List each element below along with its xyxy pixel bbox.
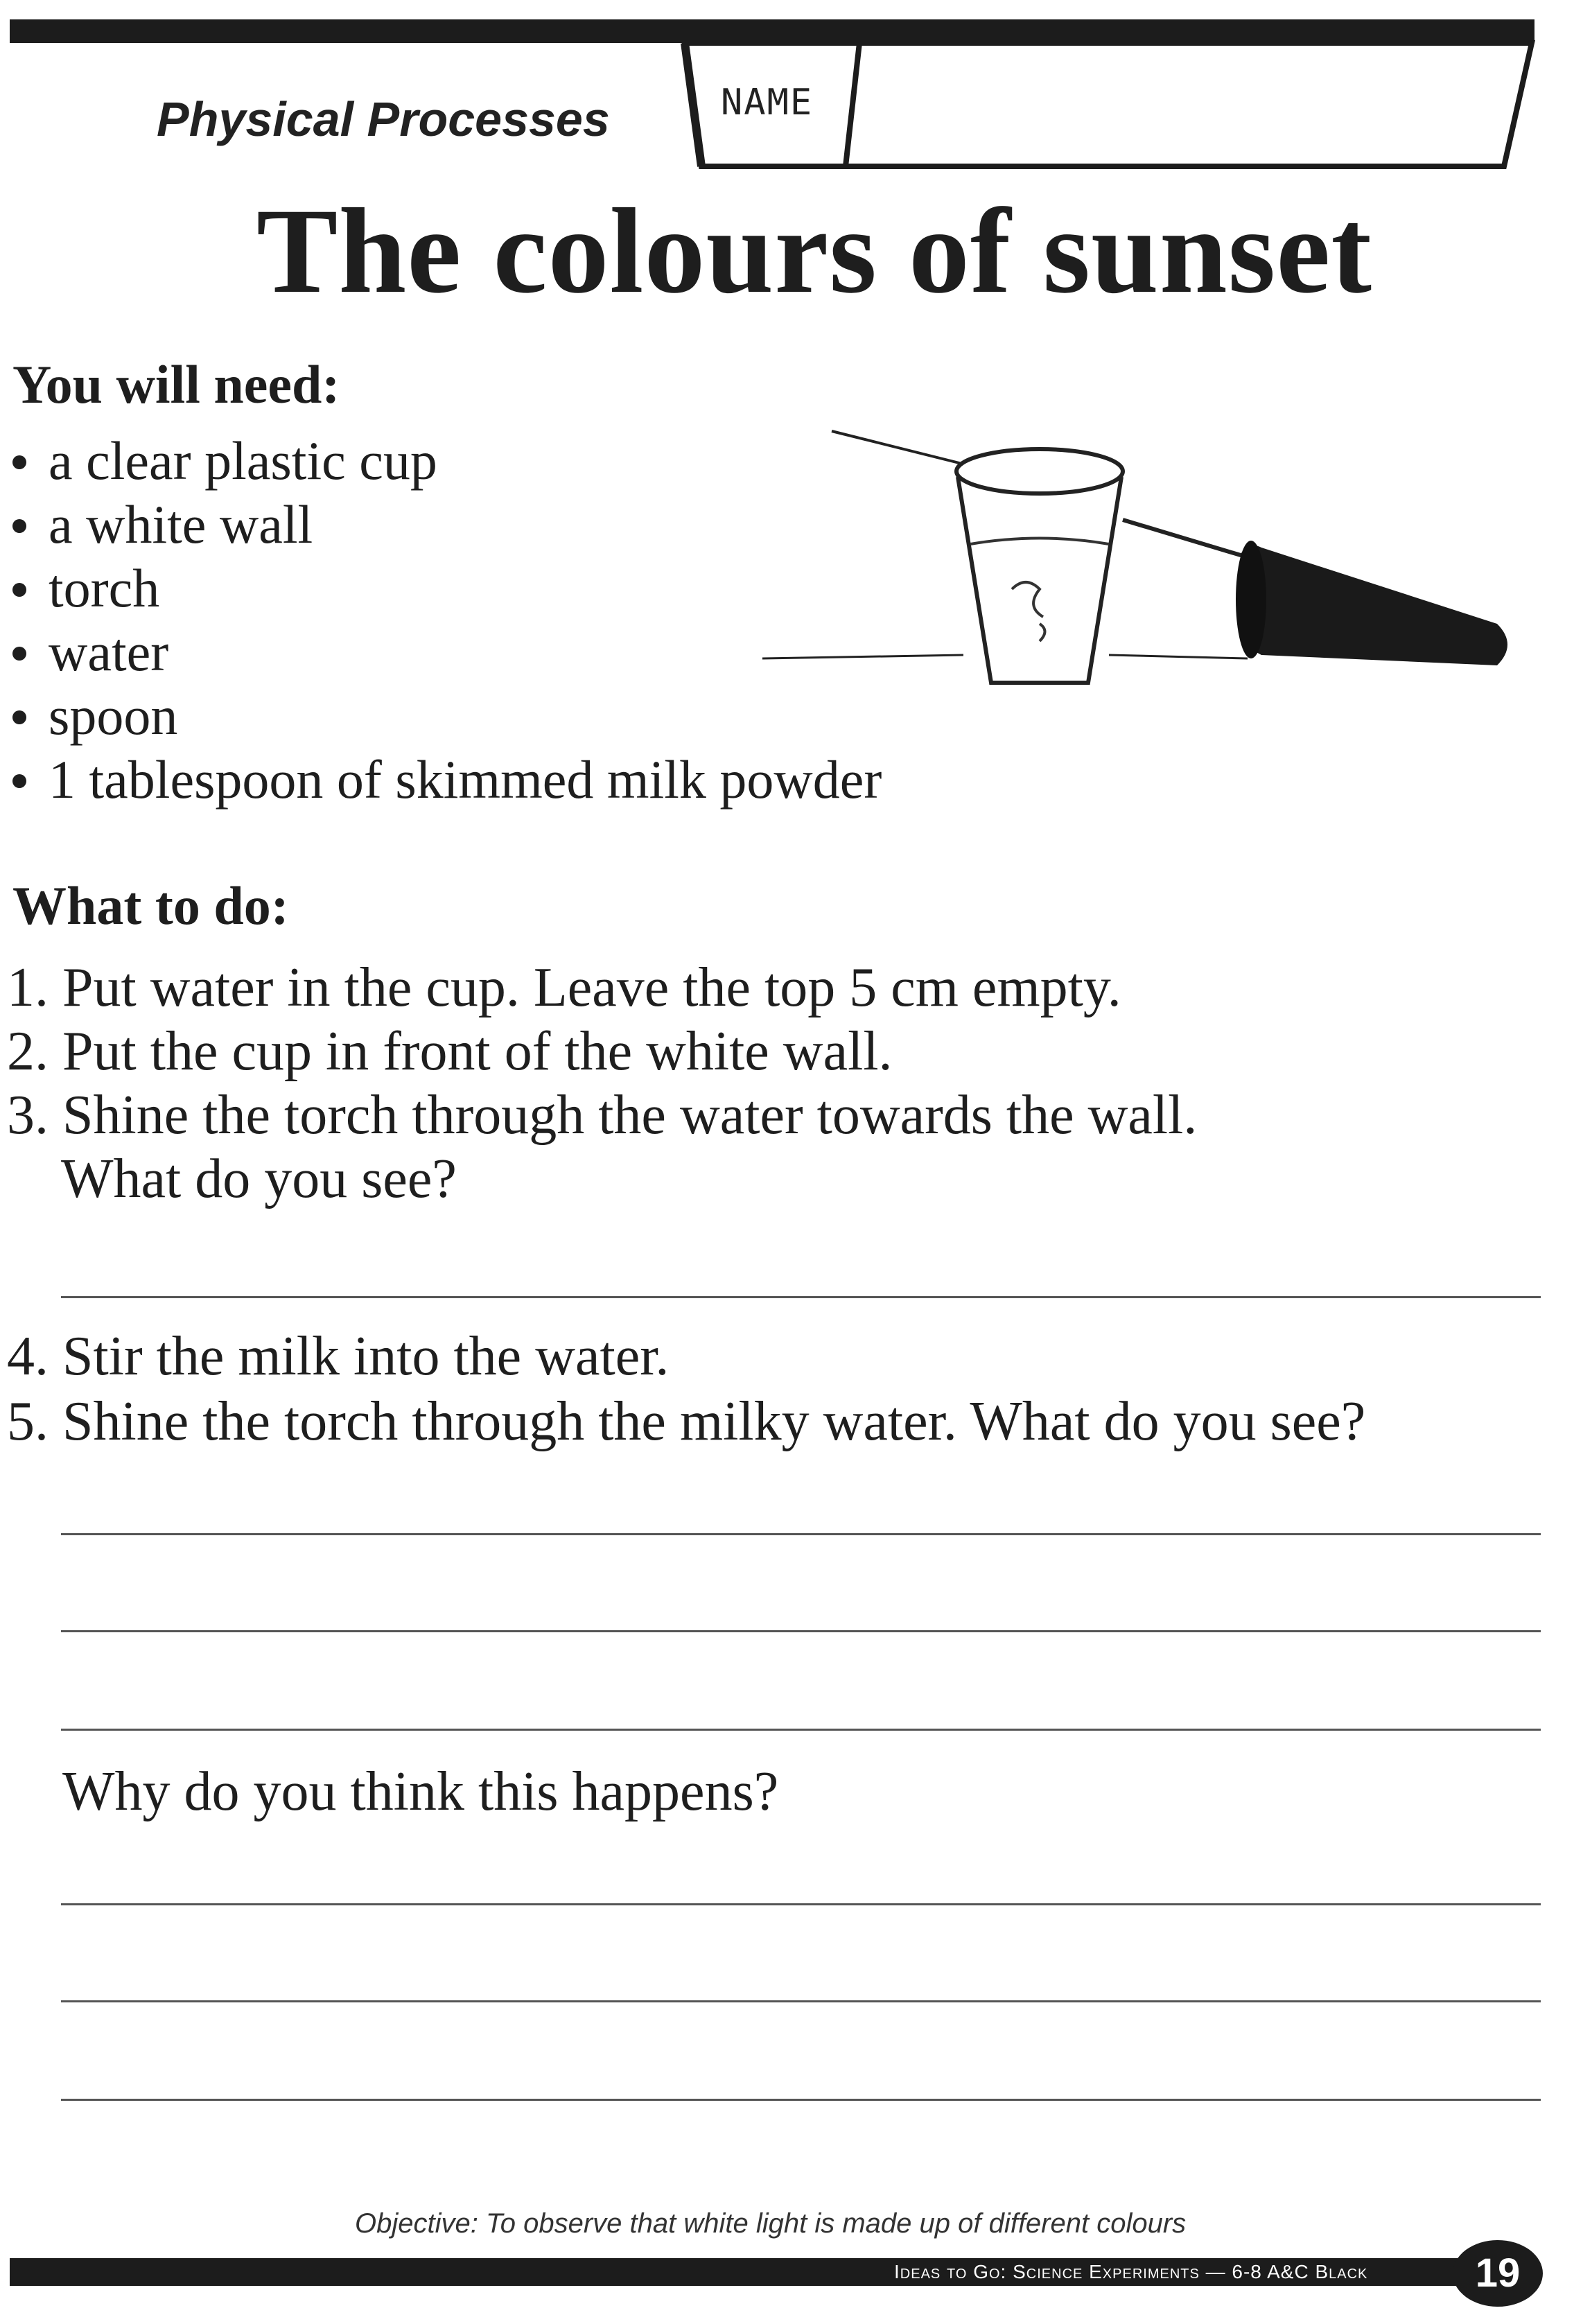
instruction-step: 4. Stir the milk into the water. <box>7 1326 670 1387</box>
objective-text: Objective: To observe that white light is made up of different colours <box>355 2208 1187 2239</box>
page-title: The colours of sunset <box>256 184 1372 319</box>
answer-line[interactable] <box>61 1533 1541 1535</box>
answer-line[interactable] <box>61 2099 1541 2101</box>
material-item: water <box>12 621 168 683</box>
materials-heading: You will need: <box>12 354 340 414</box>
material-item: torch <box>12 557 159 620</box>
material-item: 1 tablespoon of skimmed milk powder <box>12 749 882 811</box>
material-item: a clear plastic cup <box>12 430 437 492</box>
name-label: NAME <box>721 82 814 123</box>
answer-line[interactable] <box>61 1296 1541 1298</box>
section-label: Physical Processes <box>157 92 610 146</box>
answer-line[interactable] <box>61 1630 1541 1632</box>
question-text: Why do you think this happens? <box>62 1761 779 1822</box>
answer-line[interactable] <box>61 1903 1541 1905</box>
instruction-step: 3. Shine the torch through the water towards the wall. <box>7 1085 1198 1146</box>
material-item: spoon <box>12 685 177 747</box>
material-item: a white wall <box>12 493 313 556</box>
bullet-icon <box>12 583 26 597</box>
bullet-icon <box>12 455 26 469</box>
answer-line[interactable] <box>61 2000 1541 2002</box>
page-number: 19 <box>1453 2240 1543 2307</box>
bullet-icon <box>12 774 26 788</box>
bullet-icon <box>12 647 26 661</box>
instruction-step: 2. Put the cup in front of the white wall. <box>7 1021 893 1082</box>
instruction-step: 1. Put water in the cup. Leave the top 5 cm empty. <box>7 957 1121 1018</box>
bullet-icon <box>12 519 26 533</box>
bullet-icon <box>12 710 26 724</box>
publisher-text: Ideas to Go: Science Experiments — 6-8 A&C Black <box>894 2261 1368 2282</box>
answer-line[interactable] <box>61 1729 1541 1731</box>
instruction-step-continued: What do you see? <box>61 1148 457 1209</box>
cup-icon <box>956 449 1123 683</box>
cup-and-torch-illustration <box>762 416 1525 707</box>
instruction-step: 5. Shine the torch through the milky water. What do you see? <box>7 1391 1366 1452</box>
torch-icon <box>1236 541 1507 665</box>
instructions-heading: What to do: <box>12 875 289 936</box>
